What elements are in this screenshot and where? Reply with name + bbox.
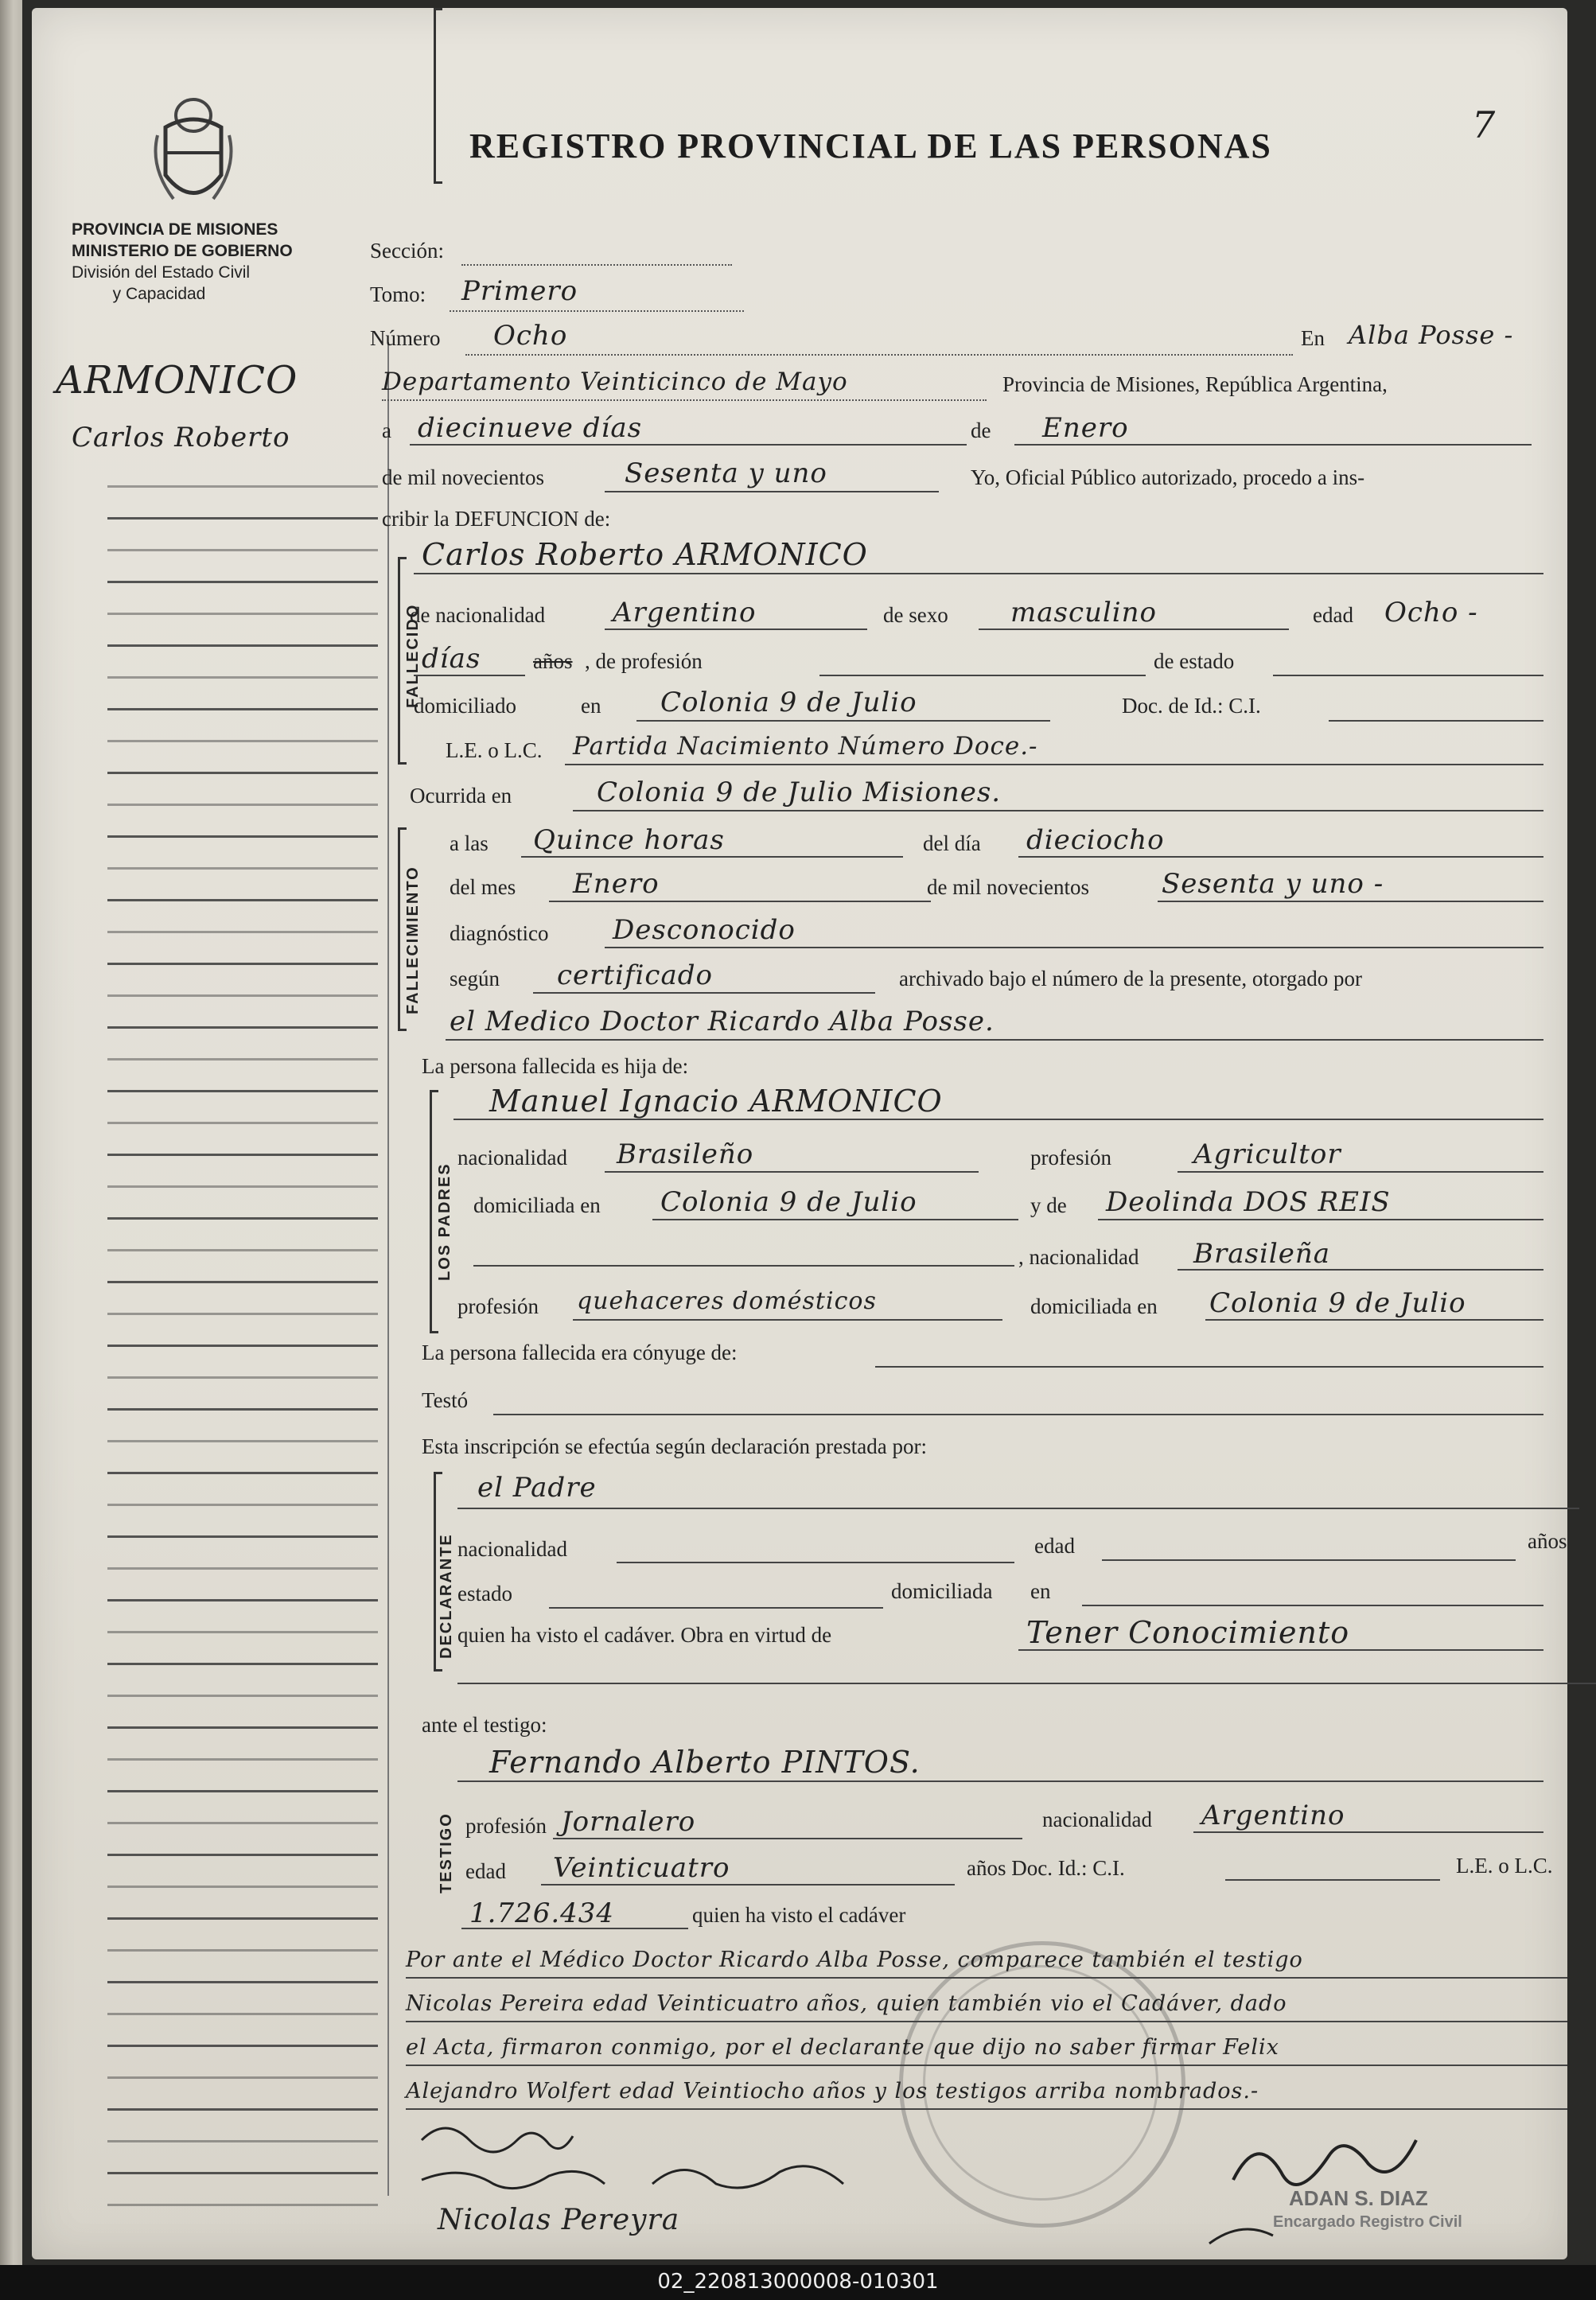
declarante-obra-value: Tener Conocimiento — [1026, 1615, 1350, 1650]
office-line: MINISTERIO DE GOBIERNO — [72, 242, 293, 260]
margin-ruled-line — [107, 1535, 378, 1538]
inscribir-text: cribir la DEFUNCION de: — [382, 507, 611, 531]
declarante-anos-label: años — [1528, 1529, 1567, 1553]
archivado-text: archivado bajo el número de la presente, otorgado por — [899, 967, 1363, 990]
margin-ruled-line — [107, 1949, 378, 1952]
margin-ruled-line — [107, 2108, 378, 2111]
margin-ruled-line — [107, 2045, 378, 2047]
nota-rule — [406, 1977, 1567, 1979]
margin-ruled-line — [107, 1504, 378, 1506]
fallecido-anos-label: años — [533, 649, 573, 673]
declarante-section-label: DECLARANTE — [438, 1533, 455, 1659]
testigo-nacionalidad-line — [1193, 1831, 1543, 1833]
padre-domiciliada-label: domiciliada en — [473, 1193, 601, 1217]
coat-of-arms-icon — [150, 80, 237, 215]
fallecido-sexo-label: de sexo — [883, 603, 948, 627]
provincia-text: Provincia de Misiones, República Argentina, — [1002, 372, 1388, 396]
fallecimiento-anio-value: Sesenta y uno - — [1162, 868, 1384, 900]
madre-profesion-line — [573, 1319, 1002, 1321]
page-title: REGISTRO PROVINCIAL DE LAS PERSONAS — [469, 126, 1272, 165]
nota-line: Por ante el Médico Doctor Ricardo Alba Posse, comparece también el testigo — [406, 1948, 1303, 1972]
margin-ruled-line — [107, 1917, 378, 1920]
fallecido-le-label: L.E. o L.C. — [446, 738, 543, 762]
madre-profesion-label: profesión — [457, 1294, 539, 1318]
diagnostico-value: Desconocido — [613, 914, 796, 946]
margin-ruled-line — [107, 1408, 378, 1411]
margin-ruled-line — [107, 1185, 378, 1188]
testigo-nacionalidad-value: Argentino — [1201, 1800, 1345, 1831]
declarante-nacionalidad-line — [617, 1562, 1014, 1563]
padre-profesion-value: Agricultor — [1193, 1138, 1341, 1170]
margin-ruled-line — [107, 2013, 378, 2015]
margin-ruled-line — [107, 899, 378, 901]
firma-nicolas-pereyra: Nicolas Pereyra — [438, 2204, 680, 2236]
margin-ruled-line — [107, 1154, 378, 1156]
margin-ruled-line — [107, 517, 378, 520]
testigo-anos-doc-text: años Doc. Id.: C.I. — [967, 1856, 1125, 1880]
margin-ruled-line — [107, 1376, 378, 1379]
fallecido-domicilio-line — [636, 720, 1050, 722]
a-label: a — [382, 418, 391, 442]
declarante-nacionalidad-label: nacionalidad — [457, 1537, 567, 1561]
margin-ruled-line — [107, 1695, 378, 1697]
fallecido-nombre: Carlos Roberto ARMONICO — [422, 537, 868, 572]
margin-ruled-line — [107, 2076, 378, 2079]
margin-ruled-line — [107, 740, 378, 742]
fallecimiento-mil-label: de mil novecientos — [927, 875, 1089, 899]
margin-ruled-line — [107, 1886, 378, 1888]
nota-rule — [406, 2065, 1567, 2066]
office-line: PROVINCIA DE MISIONES — [72, 220, 278, 239]
segun-value: certificado — [557, 959, 713, 991]
diagnostico-line — [605, 947, 1543, 948]
margin-ruled-line — [107, 931, 378, 933]
margin-ruled-line — [107, 1663, 378, 1665]
declarante-edad-label: edad — [1034, 1534, 1075, 1558]
margin-ruled-line — [107, 2140, 378, 2142]
sello-nombre: ADAN S. DIAZ — [1289, 2186, 1428, 2210]
fallecido-edad-label: edad — [1313, 603, 1353, 627]
madre-profesion-value: quehaceres domésticos — [577, 1287, 877, 1315]
margin-ruled-line — [107, 1567, 378, 1570]
testigo-nacionalidad-label: nacionalidad — [1042, 1808, 1152, 1831]
margin-ruled-line — [107, 485, 378, 488]
en-value: Alba Posse - — [1349, 320, 1514, 350]
margin-ruled-line — [107, 963, 378, 965]
mil-label: de mil novecientos — [382, 465, 544, 489]
ocurrida-line — [573, 810, 1543, 811]
margin-ruled-line — [107, 644, 378, 647]
office-line: División del Estado Civil — [72, 263, 251, 282]
testigo-section-label: TESTIGO — [438, 1812, 455, 1893]
fallecido-sexo-value: masculino — [1010, 597, 1158, 629]
image-footer — [0, 2265, 1596, 2300]
nota-line: el Acta, firmaron conmigo, por el declarante que dijo no saber firmar Felix — [406, 2035, 1279, 2060]
fallecido-edad-value-2: días — [422, 643, 481, 675]
oficial-text: Yo, Oficial Público autorizado, procedo a ins- — [971, 465, 1365, 489]
padre-profesion-line — [1178, 1171, 1543, 1173]
margin-ruled-line — [107, 1345, 378, 1347]
dia-value: diecinueve días — [418, 412, 643, 444]
fallecido-section-label: FALLECIDO — [404, 603, 422, 708]
ocurrida-value: Colonia 9 de Julio Misiones. — [597, 776, 1002, 808]
fallecido-estado-label: de estado — [1154, 649, 1235, 673]
margin-ruled-line — [107, 2172, 378, 2174]
margin-ruled-line — [107, 994, 378, 997]
a-las-label: a las — [450, 831, 489, 855]
padre-domicilio-value: Colonia 9 de Julio — [660, 1186, 917, 1218]
nota-rule — [406, 2021, 1567, 2022]
tomo-line — [450, 310, 744, 312]
margin-divider — [387, 342, 389, 2196]
dia-line — [410, 444, 967, 446]
margin-surname: ARMONICO — [56, 358, 298, 403]
fallecido-le-line — [565, 764, 1543, 765]
margin-ruled-line — [107, 2204, 378, 2206]
page-number: 7 — [1472, 103, 1497, 146]
nota-line: Alejandro Wolfert edad Veintiocho años y los testigos arriba nombrados.- — [406, 2079, 1259, 2103]
madre-nacionalidad-line — [1178, 1269, 1543, 1271]
mes-line — [549, 901, 931, 902]
fallecido-nacionalidad-label: de nacionalidad — [410, 603, 546, 627]
footer-id: 02_220813000008-010301 — [657, 2270, 939, 2294]
de-label: de — [971, 418, 991, 442]
fallecido-en-label: en — [581, 694, 601, 718]
declarante-obra-line — [1018, 1649, 1543, 1651]
testigo-profesion-label: profesión — [465, 1814, 547, 1838]
margin-ruled-line — [107, 613, 378, 615]
testigo-nombre: Fernando Alberto PINTOS. — [489, 1745, 921, 1780]
margin-ruled-line — [107, 1090, 378, 1092]
padre-nombre-line — [453, 1119, 1543, 1120]
diagnostico-label: diagnóstico — [450, 921, 549, 945]
hora-line — [521, 856, 903, 858]
declaracion-text: Esta inscripción se efectúa según declaración prestada por: — [422, 1434, 927, 1458]
declarante-cadaver-text: quien ha visto el cadáver. Obra en virtud de — [457, 1623, 832, 1647]
margin-ruled-line — [107, 1726, 378, 1729]
testigo-cadaver-text: quien ha visto el cadáver — [692, 1903, 906, 1927]
margin-ruled-line — [107, 835, 378, 838]
declarante-estado-label: estado — [457, 1582, 512, 1605]
margin-ruled-line — [107, 804, 378, 806]
padres-intro: La persona fallecida es hija de: — [422, 1054, 689, 1078]
numero-line — [465, 354, 1293, 356]
book-binding — [0, 0, 22, 2267]
fallecido-domiciliado-label: domiciliado — [414, 694, 516, 718]
madre-nacionalidad-label: , nacionalidad — [1018, 1245, 1139, 1269]
madre-domicilio-line — [1205, 1319, 1543, 1321]
margin-ruled-line — [107, 1058, 378, 1060]
seccion-label: Sección: — [370, 239, 444, 263]
fallecimiento-anio-line — [1158, 901, 1543, 902]
testigo-profesion-line — [553, 1838, 1022, 1839]
declarante-nombre-line — [457, 1508, 1579, 1509]
dia-value: dieciocho — [1026, 824, 1165, 856]
declarante-en-label: en — [1030, 1579, 1051, 1603]
en-label: En — [1301, 326, 1325, 350]
margin-ruled-line — [107, 1472, 378, 1474]
fallecido-profesion-label: , de profesión — [585, 649, 703, 673]
office-header — [72, 219, 293, 305]
testigo-le-value: 1.726.434 — [469, 1897, 615, 1929]
margin-ruled-line — [107, 1822, 378, 1824]
padre-nacionalidad-line — [605, 1171, 979, 1173]
declarante-nombre: el Padre — [477, 1472, 597, 1504]
fallecido-nombre-line — [414, 573, 1543, 574]
margin-given-names: Carlos Roberto — [72, 422, 290, 453]
fallecido-estado-line — [1273, 675, 1543, 676]
y-de-label: y de — [1030, 1193, 1067, 1217]
margin-ruled-line — [107, 1790, 378, 1792]
testigo-profesion-value: Jornalero — [561, 1806, 696, 1838]
padres-section-label: LOS PADRES — [436, 1162, 453, 1281]
madre-nombre-continuation-line — [473, 1265, 1014, 1267]
segun-line — [533, 992, 875, 994]
segun-label: según — [450, 967, 500, 990]
testo-label: Testó — [422, 1388, 469, 1412]
margin-ruled-line — [107, 1249, 378, 1251]
margin-ruled-line — [107, 867, 378, 870]
declarante-end-line — [457, 1683, 1596, 1684]
padre-nacionalidad-value: Brasileño — [617, 1138, 754, 1170]
dia-line — [1018, 856, 1543, 858]
conyuge-label: La persona fallecida era cónyuge de: — [422, 1341, 738, 1364]
margin-ruled-line — [107, 676, 378, 679]
departamento-value: Departamento Veinticinco de Mayo — [382, 368, 848, 396]
numero-value: Ocho — [493, 320, 568, 352]
anio-value: Sesenta y uno — [625, 457, 827, 489]
testigo-edad-label: edad — [465, 1859, 506, 1883]
medico-line — [446, 1039, 1543, 1041]
padre-nombre: Manuel Ignacio ARMONICO — [489, 1084, 943, 1119]
testigo-brace — [434, 8, 442, 184]
medico-value: el Medico Doctor Ricardo Alba Posse. — [450, 1006, 995, 1037]
mes-value: Enero — [1042, 412, 1129, 444]
fallecido-edad-value: Ocho - — [1384, 597, 1478, 629]
madre-nombre: Deolinda DOS REIS — [1106, 1186, 1391, 1218]
margin-ruled-line — [107, 1026, 378, 1029]
margin-ruled-line — [107, 1854, 378, 1856]
tomo-value: Primero — [461, 275, 578, 307]
margin-ruled-line — [107, 1217, 378, 1220]
testo-line — [493, 1414, 1543, 1415]
testigo-edad-line — [541, 1884, 955, 1886]
fallecido-doc-label: Doc. de Id.: C.I. — [1122, 694, 1261, 718]
numero-label: Número — [370, 326, 441, 350]
fallecido-domicilio-value: Colonia 9 de Julio — [660, 687, 917, 718]
margin-ruled-line — [107, 1758, 378, 1761]
margin-ruled-line — [107, 1313, 378, 1315]
madre-domiciliada-label: domiciliada en — [1030, 1294, 1158, 1318]
fallecido-nacionalidad-value: Argentino — [613, 597, 757, 629]
declarante-estado-line — [549, 1607, 883, 1609]
ocurrida-label: Ocurrida en — [410, 784, 512, 808]
sello-cargo: Encargado Registro Civil — [1273, 2213, 1462, 2231]
register-page — [32, 8, 1567, 2259]
padre-profesion-label: profesión — [1030, 1146, 1111, 1169]
declarante-domicilio-line — [1082, 1605, 1543, 1606]
margin-ruled-line — [107, 1599, 378, 1601]
testigo-nombre-line — [457, 1780, 1543, 1782]
seccion-line — [461, 264, 732, 266]
office-line: y Capacidad — [112, 285, 206, 303]
margin-ruled-line — [107, 1281, 378, 1283]
testigo-edad-value: Veinticuatro — [553, 1852, 730, 1884]
fallecido-nacionalidad-line — [605, 629, 867, 630]
fallecimiento-section-label: FALLECIMIENTO — [404, 866, 422, 1014]
conyuge-line — [875, 1366, 1543, 1368]
margin-ruled-line — [107, 1440, 378, 1442]
tomo-label: Tomo: — [370, 282, 426, 306]
margin-ruled-line — [107, 549, 378, 551]
testigo-intro: ante el testigo: — [422, 1713, 547, 1737]
mes-value: Enero — [573, 868, 660, 900]
madre-nombre-line — [1098, 1219, 1543, 1220]
testigo-le-line — [461, 1928, 688, 1929]
margin-ruled-line — [107, 708, 378, 710]
margin-ruled-line — [107, 581, 378, 583]
hora-value: Quince horas — [533, 824, 725, 856]
margin-ruled-line — [107, 1981, 378, 1983]
departamento-line — [382, 399, 987, 401]
testigo-le-label: L.E. o L.C. — [1456, 1854, 1553, 1878]
margin-ruled-line — [107, 772, 378, 774]
fallecido-le-value: Partida Nacimiento Número Doce.- — [573, 732, 1038, 761]
declarante-domiciliada-label: domiciliada — [891, 1579, 993, 1603]
testigo-doc-line — [1225, 1879, 1440, 1881]
fallecido-sexo-line — [979, 629, 1289, 630]
signatures-drawing — [414, 2108, 1528, 2259]
fallecido-doc-line — [1329, 720, 1543, 722]
madre-domicilio-value: Colonia 9 de Julio — [1209, 1287, 1466, 1319]
mes-label: del mes — [450, 875, 516, 899]
padre-domicilio-line — [652, 1219, 1018, 1220]
dia-label: del día — [923, 831, 981, 855]
mes-line — [1014, 444, 1532, 446]
fallecido-profesion-line — [819, 675, 1146, 676]
anio-line — [605, 491, 939, 492]
padre-nacionalidad-label: nacionalidad — [457, 1146, 567, 1169]
nota-line: Nicolas Pereira edad Veinticuatro años, quien también vio el Cadáver, dado — [406, 1991, 1287, 2016]
declarante-edad-line — [1102, 1559, 1516, 1561]
margin-ruled-line — [107, 1631, 378, 1633]
madre-nacionalidad-value: Brasileña — [1193, 1238, 1330, 1270]
fallecido-edad-line-2 — [414, 675, 525, 676]
margin-ruled-line — [107, 1122, 378, 1124]
